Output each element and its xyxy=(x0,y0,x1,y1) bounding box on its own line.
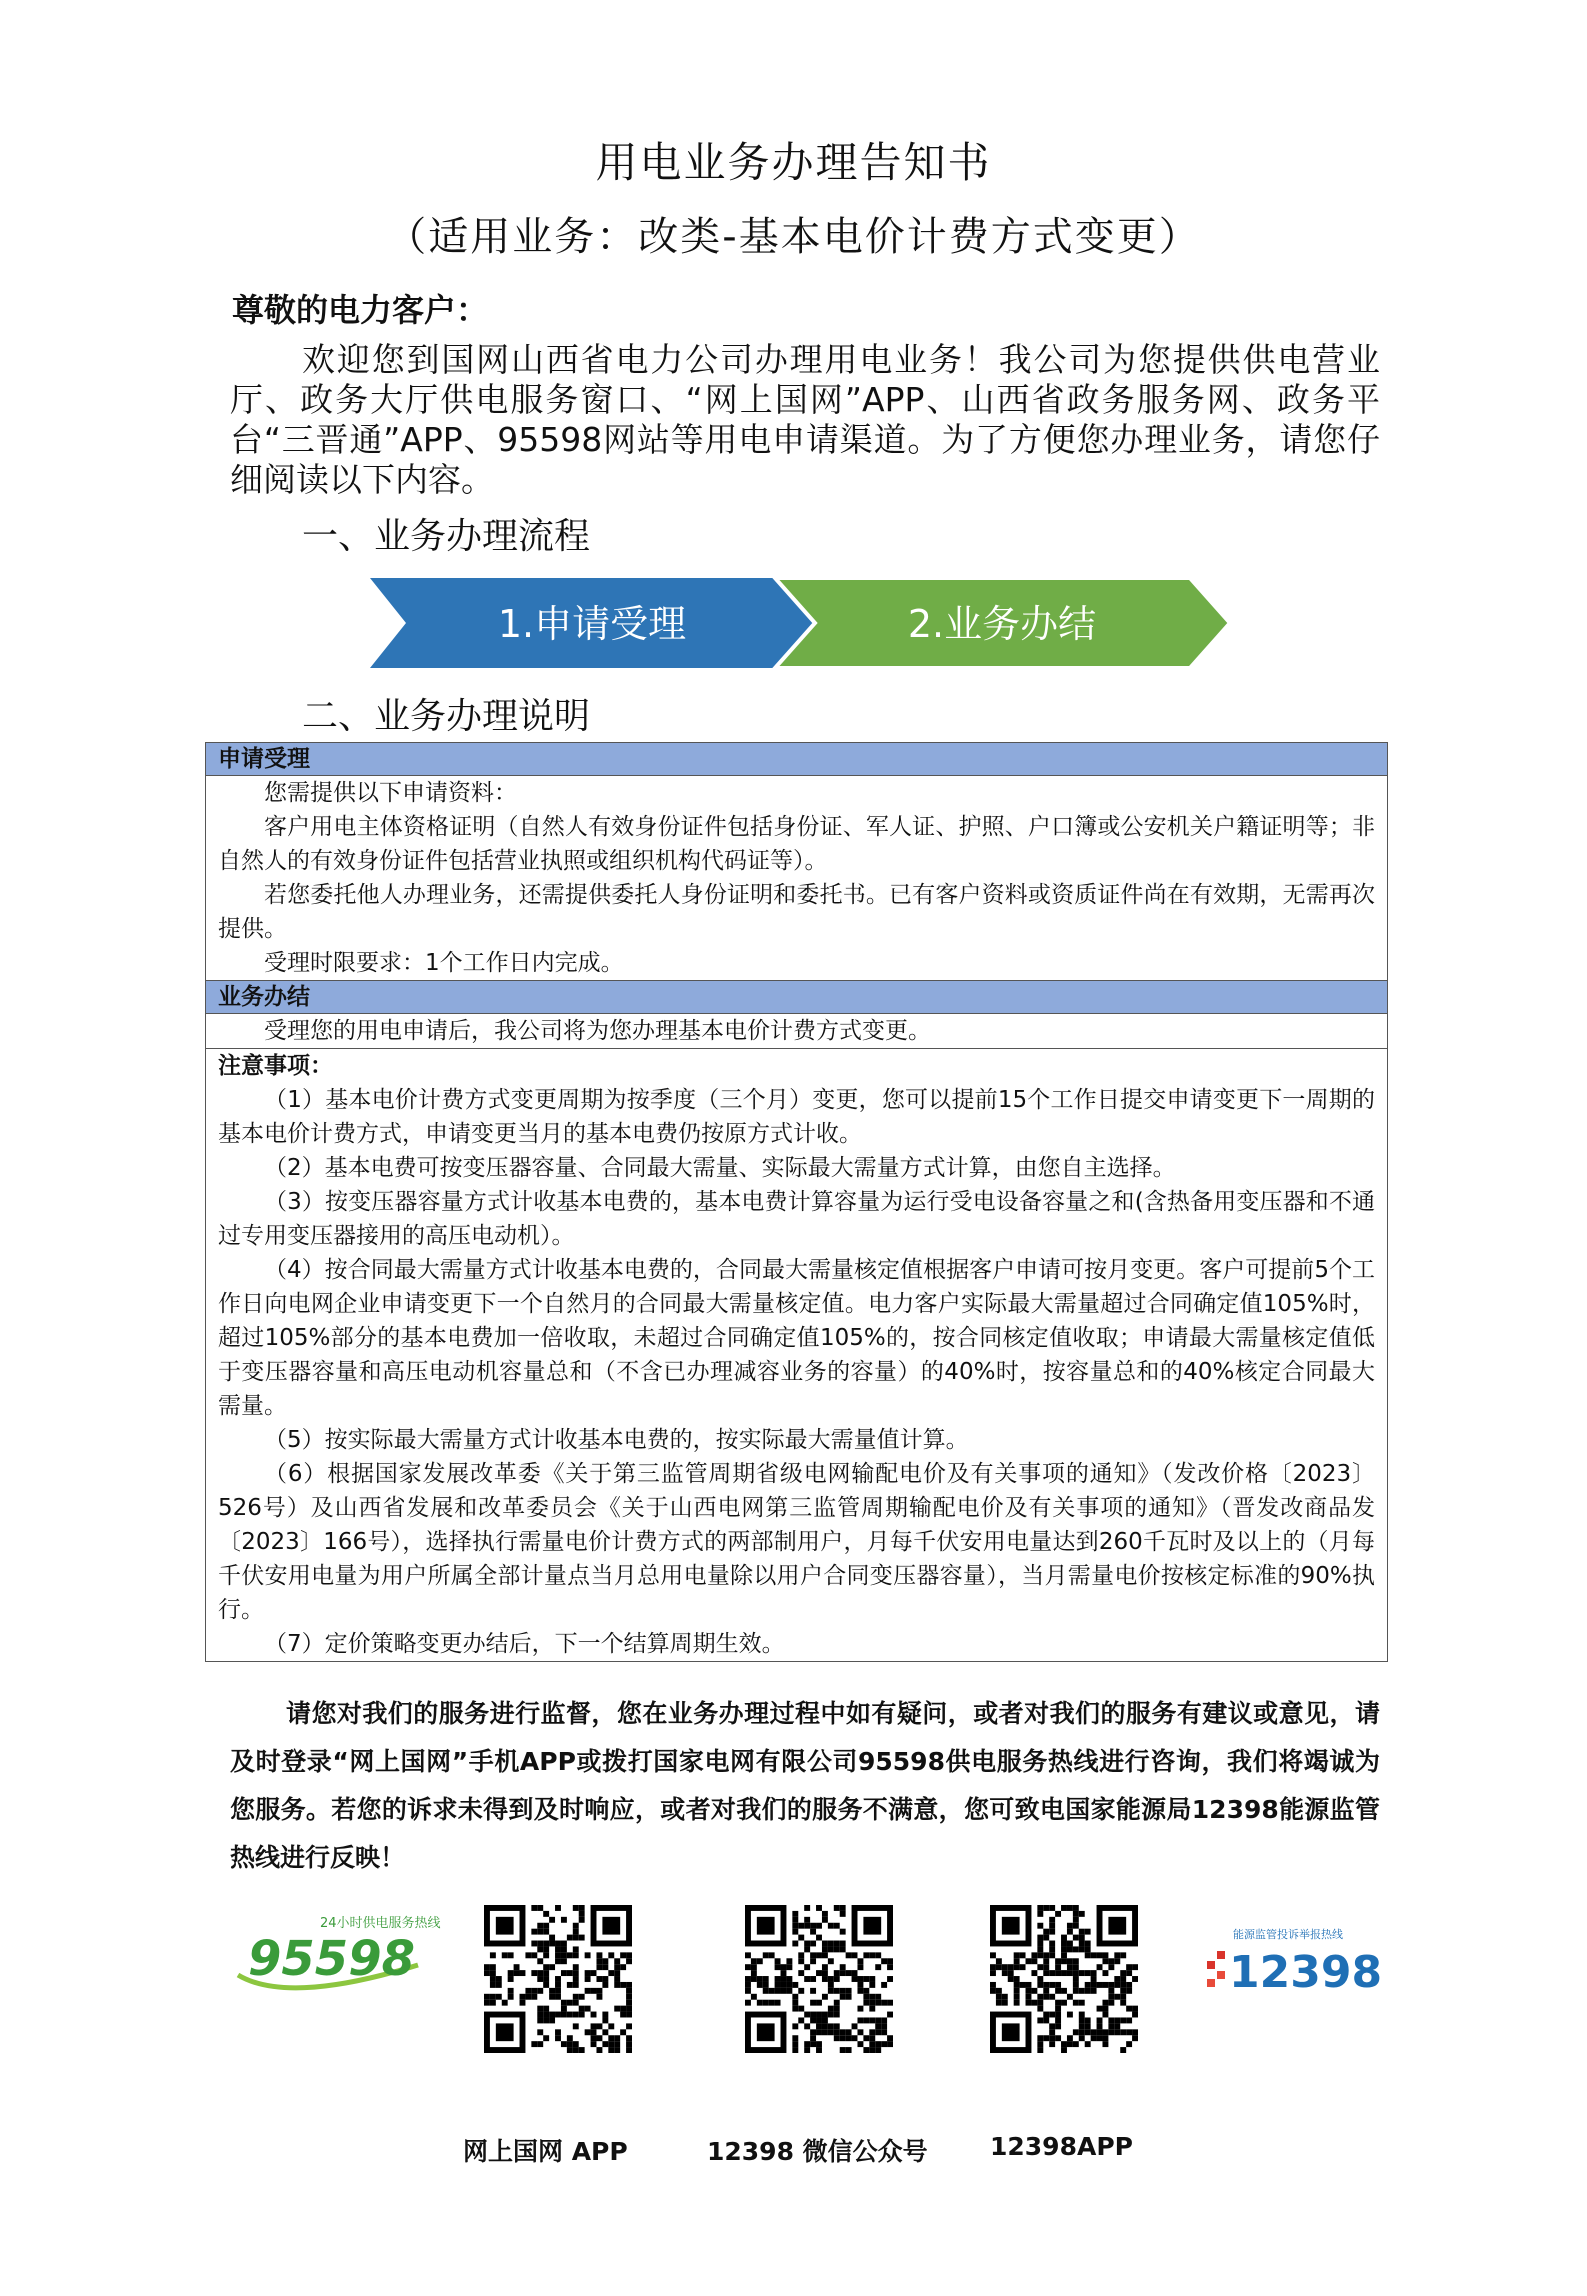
intro-paragraph: 欢迎您到国网山西省电力公司办理用电业务！我公司为您提供供电营业厅、政务大厅供电服务窗口、“网上国网”APP、山西省政务服务网、政务平台“三晋通”APP、95598网站等用电申请渠道。为了方便您办理业务，请您仔细阅读以下内容。 xyxy=(230,340,1380,499)
table-cell-complete xyxy=(206,1014,1388,1049)
table-line: （1）基本电价计费方式变更周期为按季度（三个月）变更，您可以提前15个工作日提交申请变更下一周期的基本电价计费方式，申请变更当月的基本电费仍按原方式计收。 xyxy=(218,1087,1375,1147)
logo-12398 xyxy=(1205,1925,1395,1998)
logo-95598 xyxy=(228,1905,441,2005)
table-line: （7）定价策略变更办结后，下一个结算周期生效。 xyxy=(264,1631,785,1657)
process-step-label: 1.申请受理 xyxy=(497,602,687,646)
table-line: （4）按合同最大需量方式计收基本电费的，合同最大需量核定值根据客户申请可按月变更。客户可提前5个工作日向电网企业申请变更下一个自然月的合同最大需量核定值。电力客户实际最大需量超过合同确定值105%时，超过105%部分的基本电费加一倍收取，未超过合同确定值105%的，按合同核定值收取；申请最大需量核定值低于变压器容量和高压电动机容量总和（不含已办理减容业务的容量）的40%时，按容量总和的40%核定合同最大需量。 xyxy=(218,1257,1375,1419)
logo-95598-number: 95598 xyxy=(248,1931,415,1987)
table-line: 您需提供以下申请资料： xyxy=(264,780,517,806)
table-line: （2）基本电费可按变压器容量、合同最大需量、实际最大需量方式计算，由您自主选择。 xyxy=(264,1155,1176,1181)
page-subtitle: （适用业务：改类-基本电价计费方式变更） xyxy=(386,214,1201,260)
section-heading-process: 一、业务办理流程 xyxy=(302,516,591,557)
logo-95598-tagline: 24小时供电服务热线 xyxy=(320,1916,441,1931)
table-line: 受理时限要求：1个工作日内完成。 xyxy=(264,950,624,976)
process-flow-diagram xyxy=(370,578,1230,668)
qr-code-icon[interactable] xyxy=(484,1905,632,2053)
table-line: （6）根据国家发展改革委《关于第三监管周期省级电网输配电价及有关事项的通知》（发改价格〔2023〕526号）及山西省发展和改革委员会《关于山西电网第三监管周期输配电价及有关事项的通知》（晋发改商品发〔2023〕166号），选择执行需量电价计费方式的两部制用户，月每千伏安用电量达到260千瓦时及以上的（月每千伏安用电量为用户所属全部计量点当月总用电量除以用户合同变压器容量），当月需量电价按核定标准的90%执行。 xyxy=(218,1461,1375,1623)
qr-caption: 12398APP xyxy=(990,2132,1133,2161)
qr-caption: 12398 微信公众号 xyxy=(707,2137,928,2166)
page-title: 用电业务办理告知书 xyxy=(595,138,992,187)
notes-heading: 注意事项： xyxy=(218,1053,333,1079)
table-header-apply: 申请受理 xyxy=(206,743,1388,776)
process-step-label: 2.业务办结 xyxy=(907,602,1097,646)
logo-12398-number: 12398 xyxy=(1229,1947,1383,1998)
supervision-note: 请您对我们的服务进行监督，您在业务办理过程中如有疑问，或者对我们的服务有建议或意见，请及时登录“网上国网”手机APP或拨打国家电网有限公司95598供电服务热线进行咨询，我们将竭诚为您服务。若您的诉求未得到及时响应，或者对我们的服务不满意，您可致电国家能源局12398能源监管热线进行反映！ xyxy=(230,1699,1380,1872)
logo-12398-tagline: 能源监管投诉举报热线 xyxy=(1233,1928,1343,1941)
qr-caption: 网上国网 APP xyxy=(463,2137,628,2166)
table-cell-apply xyxy=(206,776,1388,981)
table-cell-notes xyxy=(206,1049,1388,1662)
hotline-12398-icon xyxy=(1205,1925,1395,1998)
section-heading-description: 二、业务办理说明 xyxy=(302,696,591,737)
greeting: 尊敬的电力客户： xyxy=(232,291,489,329)
table-line: 受理您的用电申请后，我公司将为您办理基本电价计费方式变更。 xyxy=(264,1018,931,1044)
info-table xyxy=(205,742,1388,1662)
hotline-95598-icon xyxy=(228,1905,441,2005)
table-header-complete: 业务办结 xyxy=(206,981,1388,1014)
table-line: （3）按变压器容量方式计收基本电费的，基本电费计算容量为运行受电设备容量之和(含热备用变压器和不通过专用变压器接用的高压电动机）。 xyxy=(218,1189,1375,1249)
table-line: 客户用电主体资格证明（自然人有效身份证件包括身份证、军人证、护照、户口簿或公安机关户籍证明等；非自然人的有效身份证件包括营业执照或组织机构代码证等）。 xyxy=(218,814,1375,874)
table-line: （5）按实际最大需量方式计收基本电费的，按实际最大需量值计算。 xyxy=(264,1427,969,1453)
qr-code-icon[interactable] xyxy=(990,1905,1138,2053)
qr-code-icon[interactable] xyxy=(745,1905,893,2053)
table-line: 若您委托他人办理业务，还需提供委托人身份证明和委托书。已有客户资料或资质证件尚在有效期，无需再次提供。 xyxy=(218,882,1375,942)
